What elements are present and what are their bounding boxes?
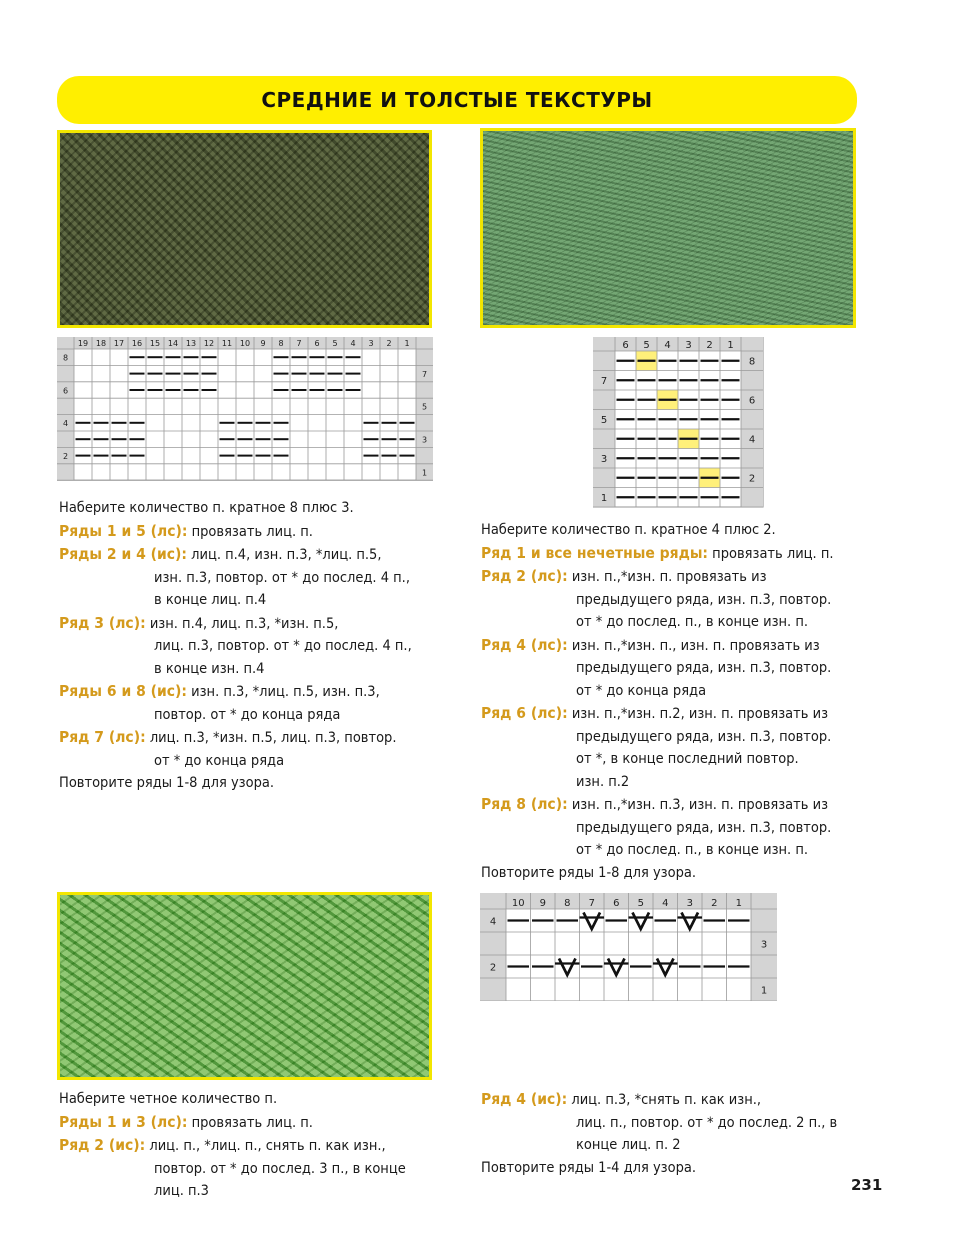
row-text: от * до послед. п., в конце изн. п. (576, 842, 809, 858)
pattern-1-instructions (59, 497, 459, 795)
knitting-chart-1 (57, 337, 433, 482)
row-text: лиц. п., *лиц. п., снять п. как изн., (149, 1138, 386, 1154)
column-number: 17 (113, 339, 125, 348)
row-text: предыдущего ряда, изн. п.3, повтор. (576, 660, 832, 676)
row-number: 5 (421, 402, 428, 412)
row-text: в конце изн. п.4 (154, 660, 265, 677)
column-number: 3 (368, 339, 374, 348)
pattern-2-instructions (481, 519, 901, 884)
column-number: 8 (564, 898, 571, 909)
column-number: 10 (239, 339, 251, 348)
row-number: 8 (748, 356, 756, 368)
row-label: Ряд 2 (ис): (59, 1136, 146, 1154)
row-label: Ряды 2 и 4 (ис): (59, 545, 187, 563)
column-number: 7 (296, 339, 302, 348)
row-text: лиц. п.3, повтор. от * до послед. 4 п., (154, 638, 412, 654)
row-text: от *, в конце последний повтор. (576, 751, 799, 767)
column-number: 8 (278, 339, 284, 348)
row-label: Ряд 3 (лс): (59, 613, 146, 632)
column-number: 11 (221, 339, 233, 348)
row-text: провязать лиц. п. (712, 545, 834, 562)
column-number: 6 (314, 339, 320, 348)
row-text: изн. п.,*изн. п.3, изн. п. провязать из (571, 797, 829, 813)
row-text: изн. п.,*изн. п. провязать из (571, 569, 767, 585)
row-number: 1 (600, 493, 608, 505)
repeat-line: Повторите ряды 1-8 для узора. (481, 864, 697, 881)
row-number: 4 (489, 916, 497, 928)
knit-swatch-photo-3 (57, 892, 432, 1080)
cast-on-line: Наберите четное количество п. (59, 1091, 278, 1107)
row-number: 4 (748, 434, 756, 446)
column-number: 4 (664, 340, 671, 351)
column-number: 9 (260, 339, 266, 348)
column-number: 18 (95, 339, 107, 348)
row-text: лиц. п.3 (154, 1183, 209, 1199)
row-label: Ряды 1 и 5 (лс): (59, 521, 188, 540)
row-number: 6 (748, 395, 756, 407)
column-number: 2 (706, 340, 713, 351)
row-number: 2 (748, 473, 756, 485)
column-number: 19 (77, 339, 89, 348)
section-header (57, 76, 857, 124)
row-text: предыдущего ряда, изн. п.3, повтор. (576, 591, 832, 608)
knitting-chart-3 (480, 893, 777, 1001)
column-number: 4 (350, 339, 356, 348)
column-number: 15 (149, 339, 161, 348)
row-text: от * до конца ряда (154, 752, 285, 769)
cast-on-line: Наберите количество п. кратное 8 плюс 3. (59, 500, 354, 516)
chart-frame (57, 337, 433, 480)
row-number: 7 (421, 369, 428, 379)
column-number: 10 (511, 898, 525, 909)
row-text: предыдущего ряда, изн. п.3, повтор. (576, 819, 832, 836)
column-number: 5 (332, 339, 338, 348)
column-number: 5 (637, 898, 644, 909)
repeat-line: Повторите ряды 1-8 для узора. (59, 775, 275, 791)
row-text: в конце лиц. п.4 (154, 592, 267, 608)
column-number: 2 (711, 898, 718, 909)
row-text: изн. п.,*изн. п., изн. п. провязать из (571, 637, 820, 654)
row-label: Ряд 7 (лс): (59, 728, 146, 746)
pattern-3-instructions (59, 1088, 459, 1203)
column-number: 6 (622, 340, 629, 351)
column-number: 14 (167, 339, 179, 348)
column-number: 1 (404, 339, 410, 348)
row-label: Ряды 1 и 3 (лс): (59, 1112, 188, 1131)
row-text: изн. п.,*изн. п.2, изн. п. провязать из (571, 706, 829, 722)
knitting-chart-2 (593, 337, 769, 509)
row-text: конце лиц. п. 2 (576, 1137, 681, 1153)
row-text: изн. п.3, *лиц. п.5, изн. п.3, (191, 684, 380, 700)
row-number: 7 (600, 376, 608, 388)
cast-on-line: Наберите количество п. кратное 4 плюс 2. (481, 522, 776, 538)
row-number: 1 (421, 468, 428, 478)
knit-swatch-photo-2 (480, 128, 856, 328)
row-label: Ряд 2 (лс): (481, 567, 568, 585)
row-number: 2 (489, 962, 497, 974)
row-number: 1 (760, 985, 768, 997)
column-number: 9 (539, 898, 546, 909)
row-text: повтор. от * до послед. 3 п., в конце (154, 1160, 406, 1177)
row-label: Ряд 4 (лс): (481, 635, 568, 654)
column-number: 3 (685, 340, 692, 351)
column-number: 5 (643, 340, 650, 351)
row-number: 6 (62, 386, 69, 396)
column-number: 3 (686, 898, 693, 909)
column-number: 4 (662, 898, 669, 909)
column-number: 12 (203, 339, 215, 348)
row-text: изн. п.2 (576, 773, 630, 790)
row-text: от * до послед. п., в конце изн. п. (576, 614, 809, 630)
row-text: от * до конца ряда (576, 682, 707, 699)
section-title: СРЕДНИЕ И ТОЛСТЫЕ ТЕКСТУРЫ (261, 88, 653, 112)
row-label: Ряд 1 и все нечетные ряды: (481, 543, 709, 562)
column-number: 13 (185, 339, 197, 348)
row-text: повтор. от * до конца ряда (154, 706, 341, 723)
row-text: лиц. п., повтор. от * до послед. 2 п., в (576, 1114, 838, 1131)
row-number: 3 (421, 435, 428, 445)
row-label: Ряд 8 (лс): (481, 795, 568, 813)
row-text: изн. п.4, лиц. п.3, *изн. п.5, (149, 615, 339, 632)
column-number: 6 (613, 898, 620, 909)
knit-swatch-photo-1 (57, 130, 432, 328)
row-number: 5 (600, 415, 608, 427)
column-number: 1 (735, 898, 742, 909)
row-text: изн. п.3, повтор. от * до послед. 4 п., (154, 569, 410, 586)
row-text: провязать лиц. п. (191, 523, 313, 540)
row-number: 3 (760, 939, 768, 951)
row-text: лиц. п.3, *изн. п.5, лиц. п.3, повтор. (149, 730, 397, 746)
row-text: лиц. п.4, изн. п.3, *лиц. п.5, (191, 547, 382, 563)
row-label: Ряд 6 (лс): (481, 704, 568, 722)
row-number: 4 (62, 419, 69, 429)
row-label: Ряды 6 и 8 (ис): (59, 682, 187, 700)
column-number: 1 (727, 340, 734, 351)
repeat-line: Повторите ряды 1-4 для узора. (481, 1159, 697, 1176)
row-number: 8 (62, 353, 69, 363)
column-number: 16 (131, 339, 143, 348)
page-number: 231 (851, 1176, 883, 1194)
row-number: 3 (600, 454, 608, 466)
column-number: 2 (386, 339, 392, 348)
row-text: провязать лиц. п. (191, 1114, 313, 1131)
pattern-3-instructions-continued (481, 1088, 901, 1179)
row-number: 2 (62, 451, 69, 461)
row-text: лиц. п.3, *снять п. как изн., (571, 1092, 762, 1108)
row-label: Ряд 4 (ис): (481, 1090, 568, 1108)
row-text: предыдущего ряда, изн. п.3, повтор. (576, 728, 832, 745)
column-number: 7 (588, 898, 595, 909)
